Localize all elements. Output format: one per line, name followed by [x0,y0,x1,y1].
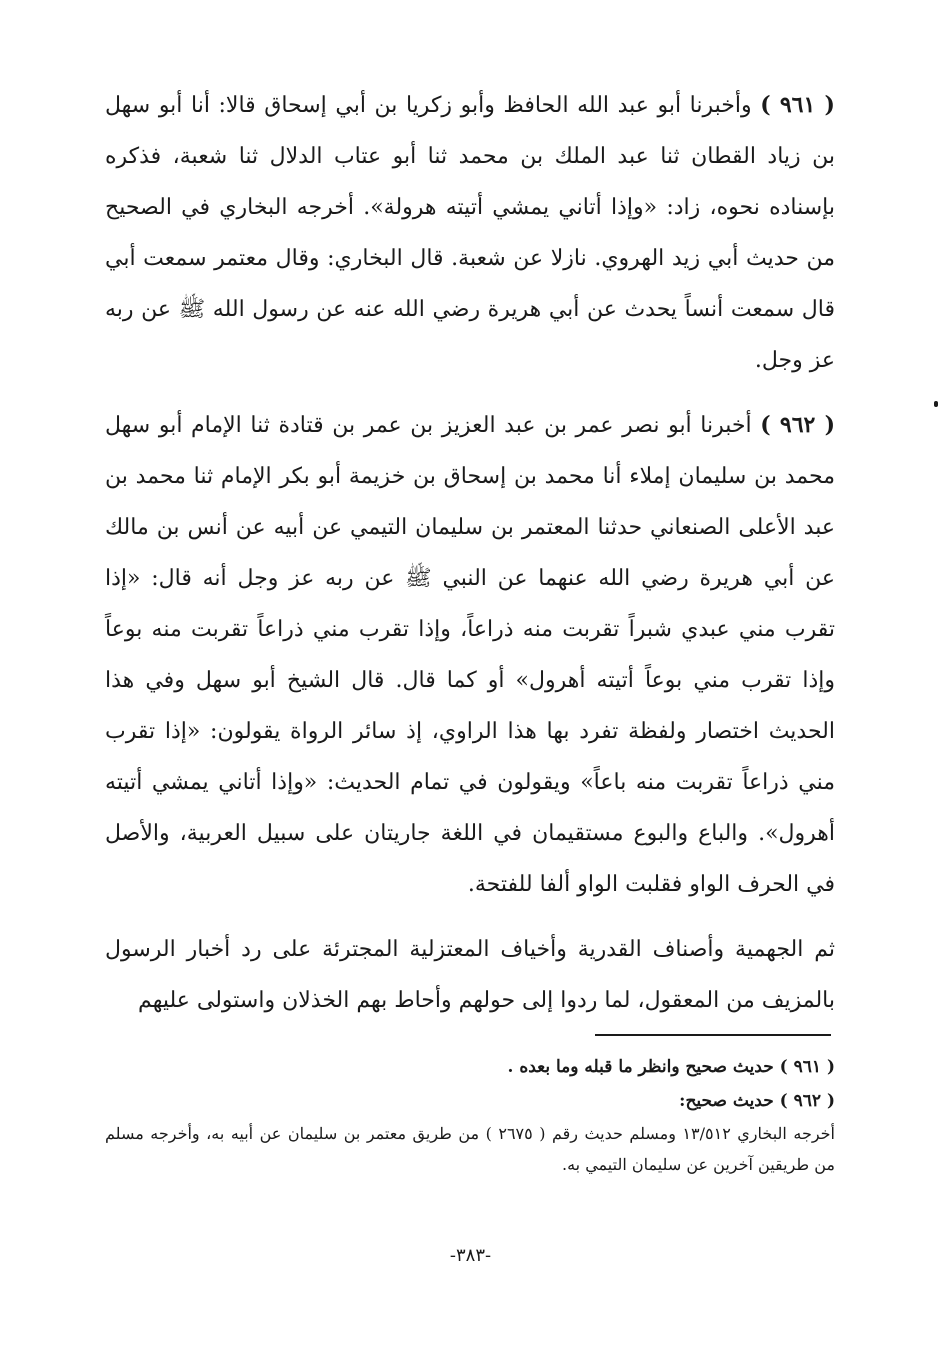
footnotes [105,1050,835,1180]
paragraph-text: أخبرنا أبو نصر عمر بن عبد العزيز بن عمر بن قتادة ثنا الإمام أبو سهل محمد بن سليمان إملاء أنا محمد بن إسحاق بن خزيمة أبو بكر الإمام ثنا محمد بن عبد الأعلى الصنعاني حدثنا المعتمر بن سليمان التيمي عن أبيه عن أنس بن مالك عن أبي هريرة رضي الله عنهما عن النبي ﷺ عن ربه عز وجل أنه قال: «إذا تقرب مني عبدي شبراً تقربت منه ذراعاً، وإذا تقرب مني ذراعاً تقربت منه بوعاً وإذا تقرب مني بوعاً أتيته أهرول» أو كما قال. قال الشيخ أبو سهل وفي هذا الحديث اختصار ولفظة تفرد بها هذا الراوي، إذ سائر الرواة يقولون: «إذا تقرب مني ذراعاً تقربت منه باعاً» ويقولون في تمام الحديث: «وإذا أتاني يمشي أتيته أهرول». والباع والبوع مستقيمان في اللغة جاريتان على سبيل العربية، والأصل في الحرف الواو فقلبت الواو ألفا للفتحة. [105,413,835,897]
footnote-962-body: أخرجه البخاري ١٣/٥١٢ ومسلم حديث رقم ( ٢٦٧٥ ) من طريق معتمر بن سليمان عن أبيه به، وأخرجه مسلم من طريقين آخرين عن سليمان التيمي به. [105,1124,835,1174]
paragraph-text: وأخبرنا أبو عبد الله الحافظ وأبو زكريا بن أبي إسحاق قالا: أنا أبو سهل بن زياد القطان ثنا عبد الملك بن محمد ثنا أبو عتاب الدلال ثنا شعبة، فذكره بإسناده نحوه، زاد: «وإذا أتاني يمشي أتيته هرولة». أخرجه البخاري في الصحيح من حديث أبي زيد الهروي. نازلا عن شعبة. قال البخاري: وقال معتمر سمعت أبي قال سمعت أنساً يحدث عن أبي هريرة رضي الله عنه عن رسول الله ﷺ عن ربه عز وجل. [105,93,835,373]
footnote-divider [595,1034,831,1036]
main-text [105,80,835,1026]
hadith-number: ( ٩٦١ ) [760,92,835,118]
footnote-962-heading: ( ٩٦٢ ) حديث صحيح: [679,1091,835,1111]
paragraph-commentary [105,924,835,1026]
margin-mark [934,401,938,407]
hadith-number: ( ٩٦٢ ) [760,412,836,438]
footnote-961: ( ٩٦١ ) حديث صحيح وانظر ما قبله وما بعده . [507,1057,835,1077]
paragraph-961 [105,80,835,386]
paragraph-962 [105,400,835,910]
paragraph-text: ثم الجهمية وأصناف القدرية وأخياف المعتزلية المجترئة على رد أخبار الرسول بالمزيف من المعقول، لما ردوا إلى حولهم وأحاط بهم الخذلان واستولى عليهم [105,937,835,1013]
page-number: -٣٨٣- [449,1245,492,1266]
